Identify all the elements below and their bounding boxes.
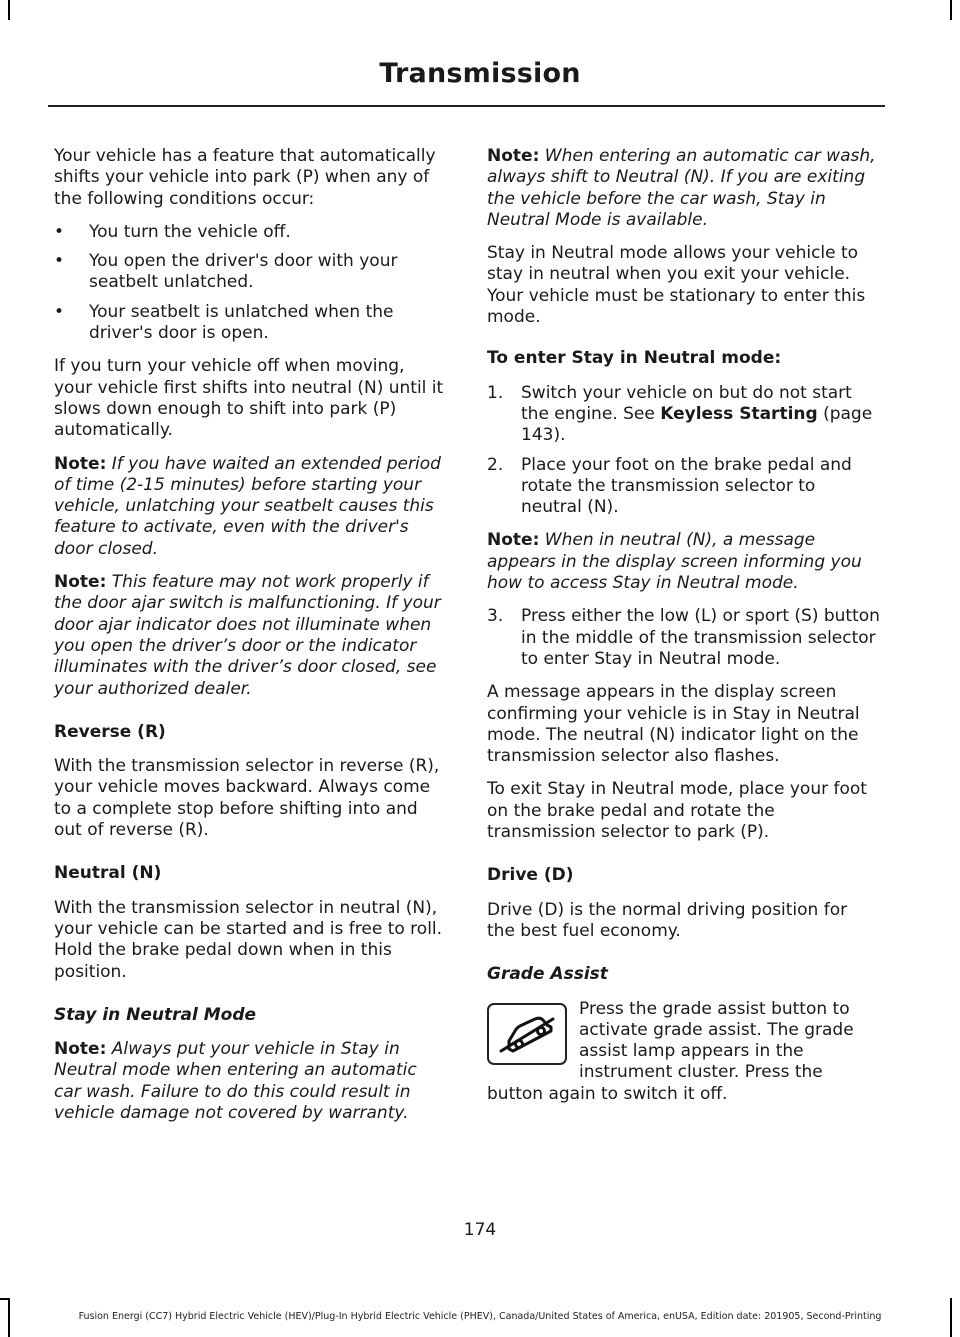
- note-label: Note:: [54, 453, 107, 474]
- note-display-message: [487, 530, 880, 594]
- confirm-paragraph: A message appears in the display screen confirming your vehicle is in Stay in Neutral mode. The neutral (N) indicator light on the transmission selector also flashes.: [487, 682, 860, 767]
- step-page-ref: (page 143).: [521, 403, 873, 446]
- note-text: When entering an automatic car wash, always shift to Neutral (N). If you are exiting the vehicle before the car wash, Stay in Neutral Mode is available.: [487, 146, 876, 230]
- neutral-paragraph: With the transmission selector in neutral (N), your vehicle can be started and is free to roll. Hold the brake pedal down when in this position.: [54, 897, 443, 982]
- right-column: [487, 146, 880, 1105]
- step-number: 2.: [487, 454, 504, 475]
- step-item: [487, 606, 880, 670]
- page-title: Transmission: [379, 58, 581, 89]
- step-text: Place your foot on the brake pedal and rotate the transmission selector to neutral (N).: [521, 454, 852, 518]
- grade-assist-heading: Grade Assist: [487, 964, 608, 985]
- grade-assist-icon: [487, 1003, 567, 1065]
- left-column: [54, 146, 447, 1136]
- step-text: Switch your vehicle on but do not start the engine. See: [521, 382, 852, 424]
- drive-heading: Drive (D): [487, 865, 574, 886]
- exit-paragraph: To exit Stay in Neutral mode, place your foot on the brake pedal and rotate the transmission selector to park (P).: [487, 779, 867, 843]
- intro-paragraph: Your vehicle has a feature that automatically shifts your vehicle into park (P) when any of the following conditions occur:: [54, 146, 436, 209]
- header-divider: [48, 105, 885, 107]
- drive-paragraph: Drive (D) is the normal driving position for the best fuel economy.: [487, 899, 848, 941]
- note-text: If you have waited an extended period of time (2-15 minutes) before starting your vehicle, unlatching your seatbelt causes this feature to activate, even with the driver's door closed.: [54, 453, 441, 559]
- crop-mark-bottom-left-h: [0, 1298, 10, 1300]
- grade-assist-text: Press the grade assist button to activate grade assist. The grade assist lamp appears in the instrument cluster. Press the button again to switch it off.: [487, 998, 854, 1104]
- bullet-item: • You turn the vehicle off.: [54, 221, 291, 242]
- note-text: Always put your vehicle in Stay in Neutral mode when entering an automatic car wash. Failure to do this could result in vehicle damage not covered by warranty.: [54, 1039, 417, 1123]
- stay-neutral-heading: Stay in Neutral Mode: [54, 1004, 257, 1025]
- auto-park-paragraph: If you turn your vehicle off when moving, your vehicle first shifts into neutral (N) until it slows down enough to shift into park (P) automatically.: [54, 356, 444, 441]
- crop-mark-top-right: [950, 0, 952, 20]
- enter-stay-neutral-heading: To enter Stay in Neutral mode:: [487, 348, 782, 369]
- note-car-wash-exit: [487, 146, 880, 231]
- footer-edition-info: Fusion Energi (CC7) Hybrid Electric Vehicle (HEV)/Plug-In Hybrid Electric Vehicle (PHEV), Canada/United States of America, enUSA, Edition date: 201905, Second-Printing: [78, 1311, 882, 1322]
- reverse-heading: Reverse (R): [54, 721, 166, 742]
- bullet-item: • Your seatbelt is unlatched when the driver's door is open.: [54, 301, 394, 344]
- keyless-starting-link[interactable]: Keyless Starting: [660, 403, 818, 424]
- note-text: This feature may not work properly if the door ajar switch is malfunctioning. If your door ajar indicator does not illuminate when you open the driver’s door or the indicator illuminates with the driver’s door closed, see your authorized dealer.: [54, 572, 441, 699]
- step-item: [487, 383, 880, 447]
- bullet-text: You turn the vehicle off.: [89, 221, 291, 242]
- bullet-item: • You open the driver's door with your seatbelt unlatched.: [54, 251, 398, 293]
- note-text: When in neutral (N), a message appears in the display screen informing you how to access Stay in Neutral mode.: [487, 530, 862, 594]
- step-number: 3.: [487, 606, 504, 627]
- page-number: 174: [463, 1220, 497, 1240]
- reverse-paragraph: With the transmission selector in reverse (R), your vehicle moves backward. Always come to a complete stop before shifting into and out of reverse (R).: [54, 756, 440, 841]
- note-car-wash: [54, 1039, 447, 1124]
- note-label: Note:: [54, 572, 107, 593]
- note-label: Note:: [487, 146, 540, 166]
- step-item: [487, 455, 880, 519]
- note-label: Note:: [54, 1039, 107, 1060]
- bullet-text: You open the driver's door with your seatbelt unlatched.: [89, 251, 398, 293]
- grade-assist-block: [487, 999, 880, 1105]
- crop-mark-top-left: [8, 0, 10, 20]
- bullet-text: Your seatbelt is unlatched when the driver's door is open.: [89, 301, 394, 344]
- step-text: Press either the low (L) or sport (S) button in the middle of the transmission selector to enter Stay in Neutral mode.: [521, 606, 880, 669]
- note-door-ajar: [54, 572, 447, 700]
- note-label: Note:: [487, 530, 540, 551]
- note-seatbelt: [54, 454, 447, 560]
- step-number: 1.: [487, 382, 504, 403]
- stay-neutral-paragraph: Stay in Neutral mode allows your vehicle to stay in neutral when you exit your vehicle. Your vehicle must be stationary to enter this mode.: [487, 243, 866, 328]
- neutral-heading: Neutral (N): [54, 863, 162, 884]
